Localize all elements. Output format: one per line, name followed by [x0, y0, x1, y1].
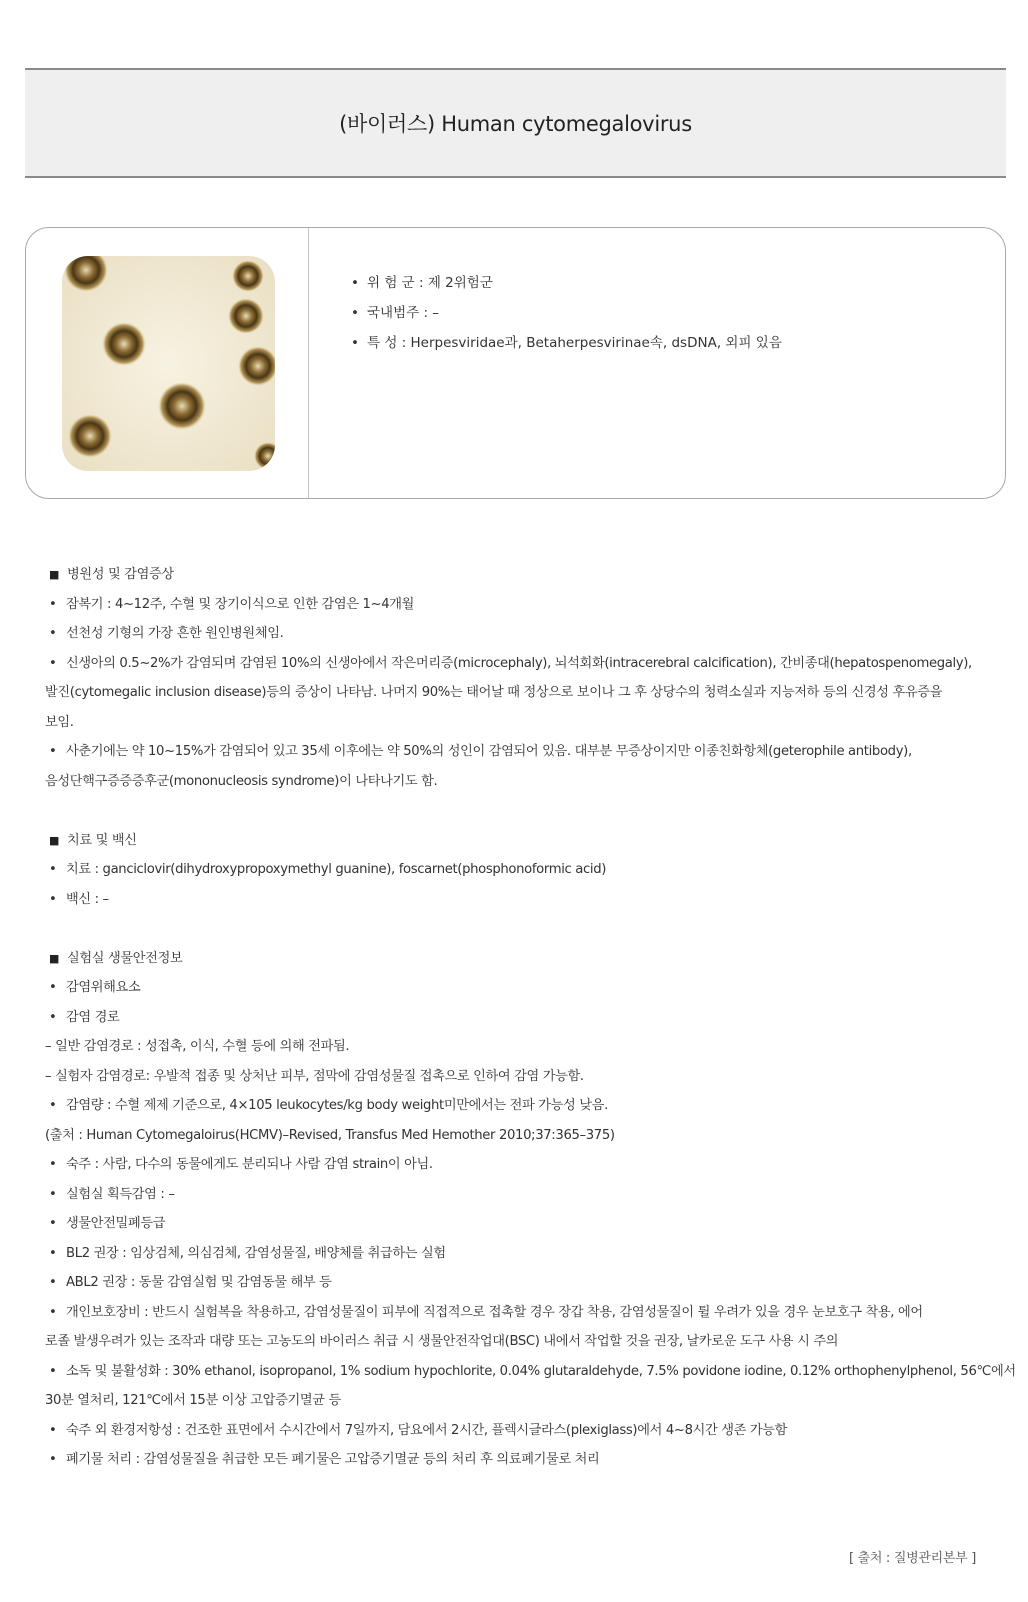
bullet-line: • 실험실 획득감염 : – — [49, 1186, 175, 1202]
virion — [158, 382, 206, 430]
bullet-line: • 치료 : ganciclovir(dihydroxypropoxymethyl guanine), foscarnet(phosphonoformic acid) — [49, 862, 607, 877]
text-line: 30분 열처리, 121℃에서 15분 이상 고압증기멸균 등 — [45, 1393, 341, 1408]
text-line: 로졸 발생우려가 있는 조작과 대량 또는 고농도의 바이러스 취급 시 생물안전작업대(BSC) 내에서 작업할 것을 권장, 날카로운 도구 사용 시 주의 — [45, 1334, 839, 1349]
virion — [102, 322, 146, 366]
section-gap — [45, 796, 995, 826]
square-bullet-icon: ■ — [49, 951, 60, 965]
bullet-line: • 숙주 : 사람, 다수의 동물에게도 분리되나 사람 감염 strain이 아님. — [49, 1157, 433, 1172]
bullet-line: • 개인보호장비 : 반드시 실험복을 착용하고, 감염성물질이 피부에 직접적으로 접촉할 경우 장갑 착용, 감염성물질이 튈 우려가 있을 경우 눈보호구 착용, 에어 — [49, 1304, 923, 1320]
text-line: (출처 : Human Cytomegaloirus(HCMV)–Revised, Transfus Med Hemother 2010;37:365–375) — [45, 1127, 615, 1143]
section-heading: ■ 병원성 및 감염증상 — [45, 560, 995, 590]
bullet-line: • 감염량 : 수혈 제제 기준으로, 4×105 leukocytes/kg body weight미만에서는 전파 가능성 낮음. — [49, 1098, 608, 1113]
text-line: 보임. — [45, 714, 74, 730]
bullet-line: • 감염위해요소 — [49, 980, 141, 995]
square-bullet-icon: ■ — [49, 568, 60, 581]
property-item: • 위 험 군 : 제 2위험군 — [351, 275, 493, 291]
bullet-line: • 생물안전밀폐등급 — [49, 1216, 166, 1231]
source-note: [ 출처 : 질병관리본부 ] — [848, 1551, 976, 1566]
info-card — [25, 227, 1006, 499]
virion — [68, 414, 112, 458]
property-item: • 특 성 : Herpesviridae과, Betaherpesvirinae속, dsDNA, 외피 있음 — [351, 335, 782, 351]
bullet-line: • 사춘기에는 약 10~15%가 감염되어 있고 35세 이후에는 약 50%의 성인이 감염되어 있음. 대부분 무증상이지만 이종친화항체(geterophile antibody), — [49, 744, 912, 759]
card-divider — [308, 228, 309, 498]
bullet-line: • 감염 경로 — [49, 1009, 120, 1025]
section-heading: ■ 치료 및 백신 — [45, 826, 995, 856]
body-content — [45, 560, 1016, 1475]
bullet-line: • 숙주 외 환경저항성 : 건조한 표면에서 수시간에서 7일까지, 담요에서 2시간, 플렉시글라스(plexiglass)에서 4~8시간 생존 가능함 — [49, 1422, 788, 1438]
property-list — [351, 268, 782, 358]
bullet-line: • 선천성 기형의 가장 흔한 원인병원체임. — [49, 626, 284, 641]
bullet-line: • BL2 권장 : 임상검체, 의심검체, 감염성물질, 배양체를 취급하는 실험 — [49, 1245, 446, 1261]
bullet-line: • 폐기물 처리 : 감염성물질을 취급한 모든 폐기물은 고압증기멸균 등의 처리 후 의료폐기물로 처리 — [49, 1452, 600, 1467]
text-line: – 일반 감염경로 : 성접촉, 이식, 수혈 등에 의해 전파됨. — [45, 1039, 350, 1054]
page-title: (바이러스) Human cytomegalovirus — [339, 112, 692, 136]
bullet-line: • ABL2 권장 : 동물 감염실험 및 감염동물 해부 등 — [49, 1275, 332, 1290]
property-item: • 국내범주 : – — [351, 305, 440, 321]
virion — [228, 298, 264, 334]
section-heading: ■ 실험실 생물안전정보 — [45, 944, 995, 974]
virion — [232, 260, 264, 292]
bullet-line: • 잠복기 : 4~12주, 수혈 및 장기이식으로 인한 감염은 1~4개월 — [49, 596, 415, 612]
micrograph-image — [62, 256, 275, 471]
bullet-line: • 신생아의 0.5~2%가 감염되며 감염된 10%의 신생아에서 작은머리증(microcephaly), 뇌석회화(intracerebral calcification), 간비종대(hepatospenomegaly), — [49, 655, 972, 671]
title-band — [25, 68, 1006, 178]
section-gap — [45, 914, 995, 944]
text-line: – 실험자 감염경로: 우발적 접종 및 상처난 피부, 점막에 감염성물질 접촉으로 인하여 감염 가능함. — [45, 1068, 584, 1084]
square-bullet-icon: ■ — [49, 833, 60, 847]
text-line: 발진(cytomegalic inclusion disease)등의 증상이 나타남. 나머지 90%는 태어날 때 정상으로 보이나 그 후 상당수의 청력소실과 지능저하 등의 신경성 후유증을 — [45, 685, 943, 700]
text-line: 음성단핵구증증증후군(mononucleosis syndrome)이 나타나기도 함. — [45, 773, 438, 789]
bullet-line: • 백신 : – — [49, 891, 109, 907]
bullet-line: • 소독 및 불활성화 : 30% ethanol, isopropanol, 1% sodium hypochlorite, 0.04% glutaraldehyde, 7.5% povidone iodine, 0.12% orthophenylphenol, 56℃에서 — [49, 1363, 1016, 1379]
